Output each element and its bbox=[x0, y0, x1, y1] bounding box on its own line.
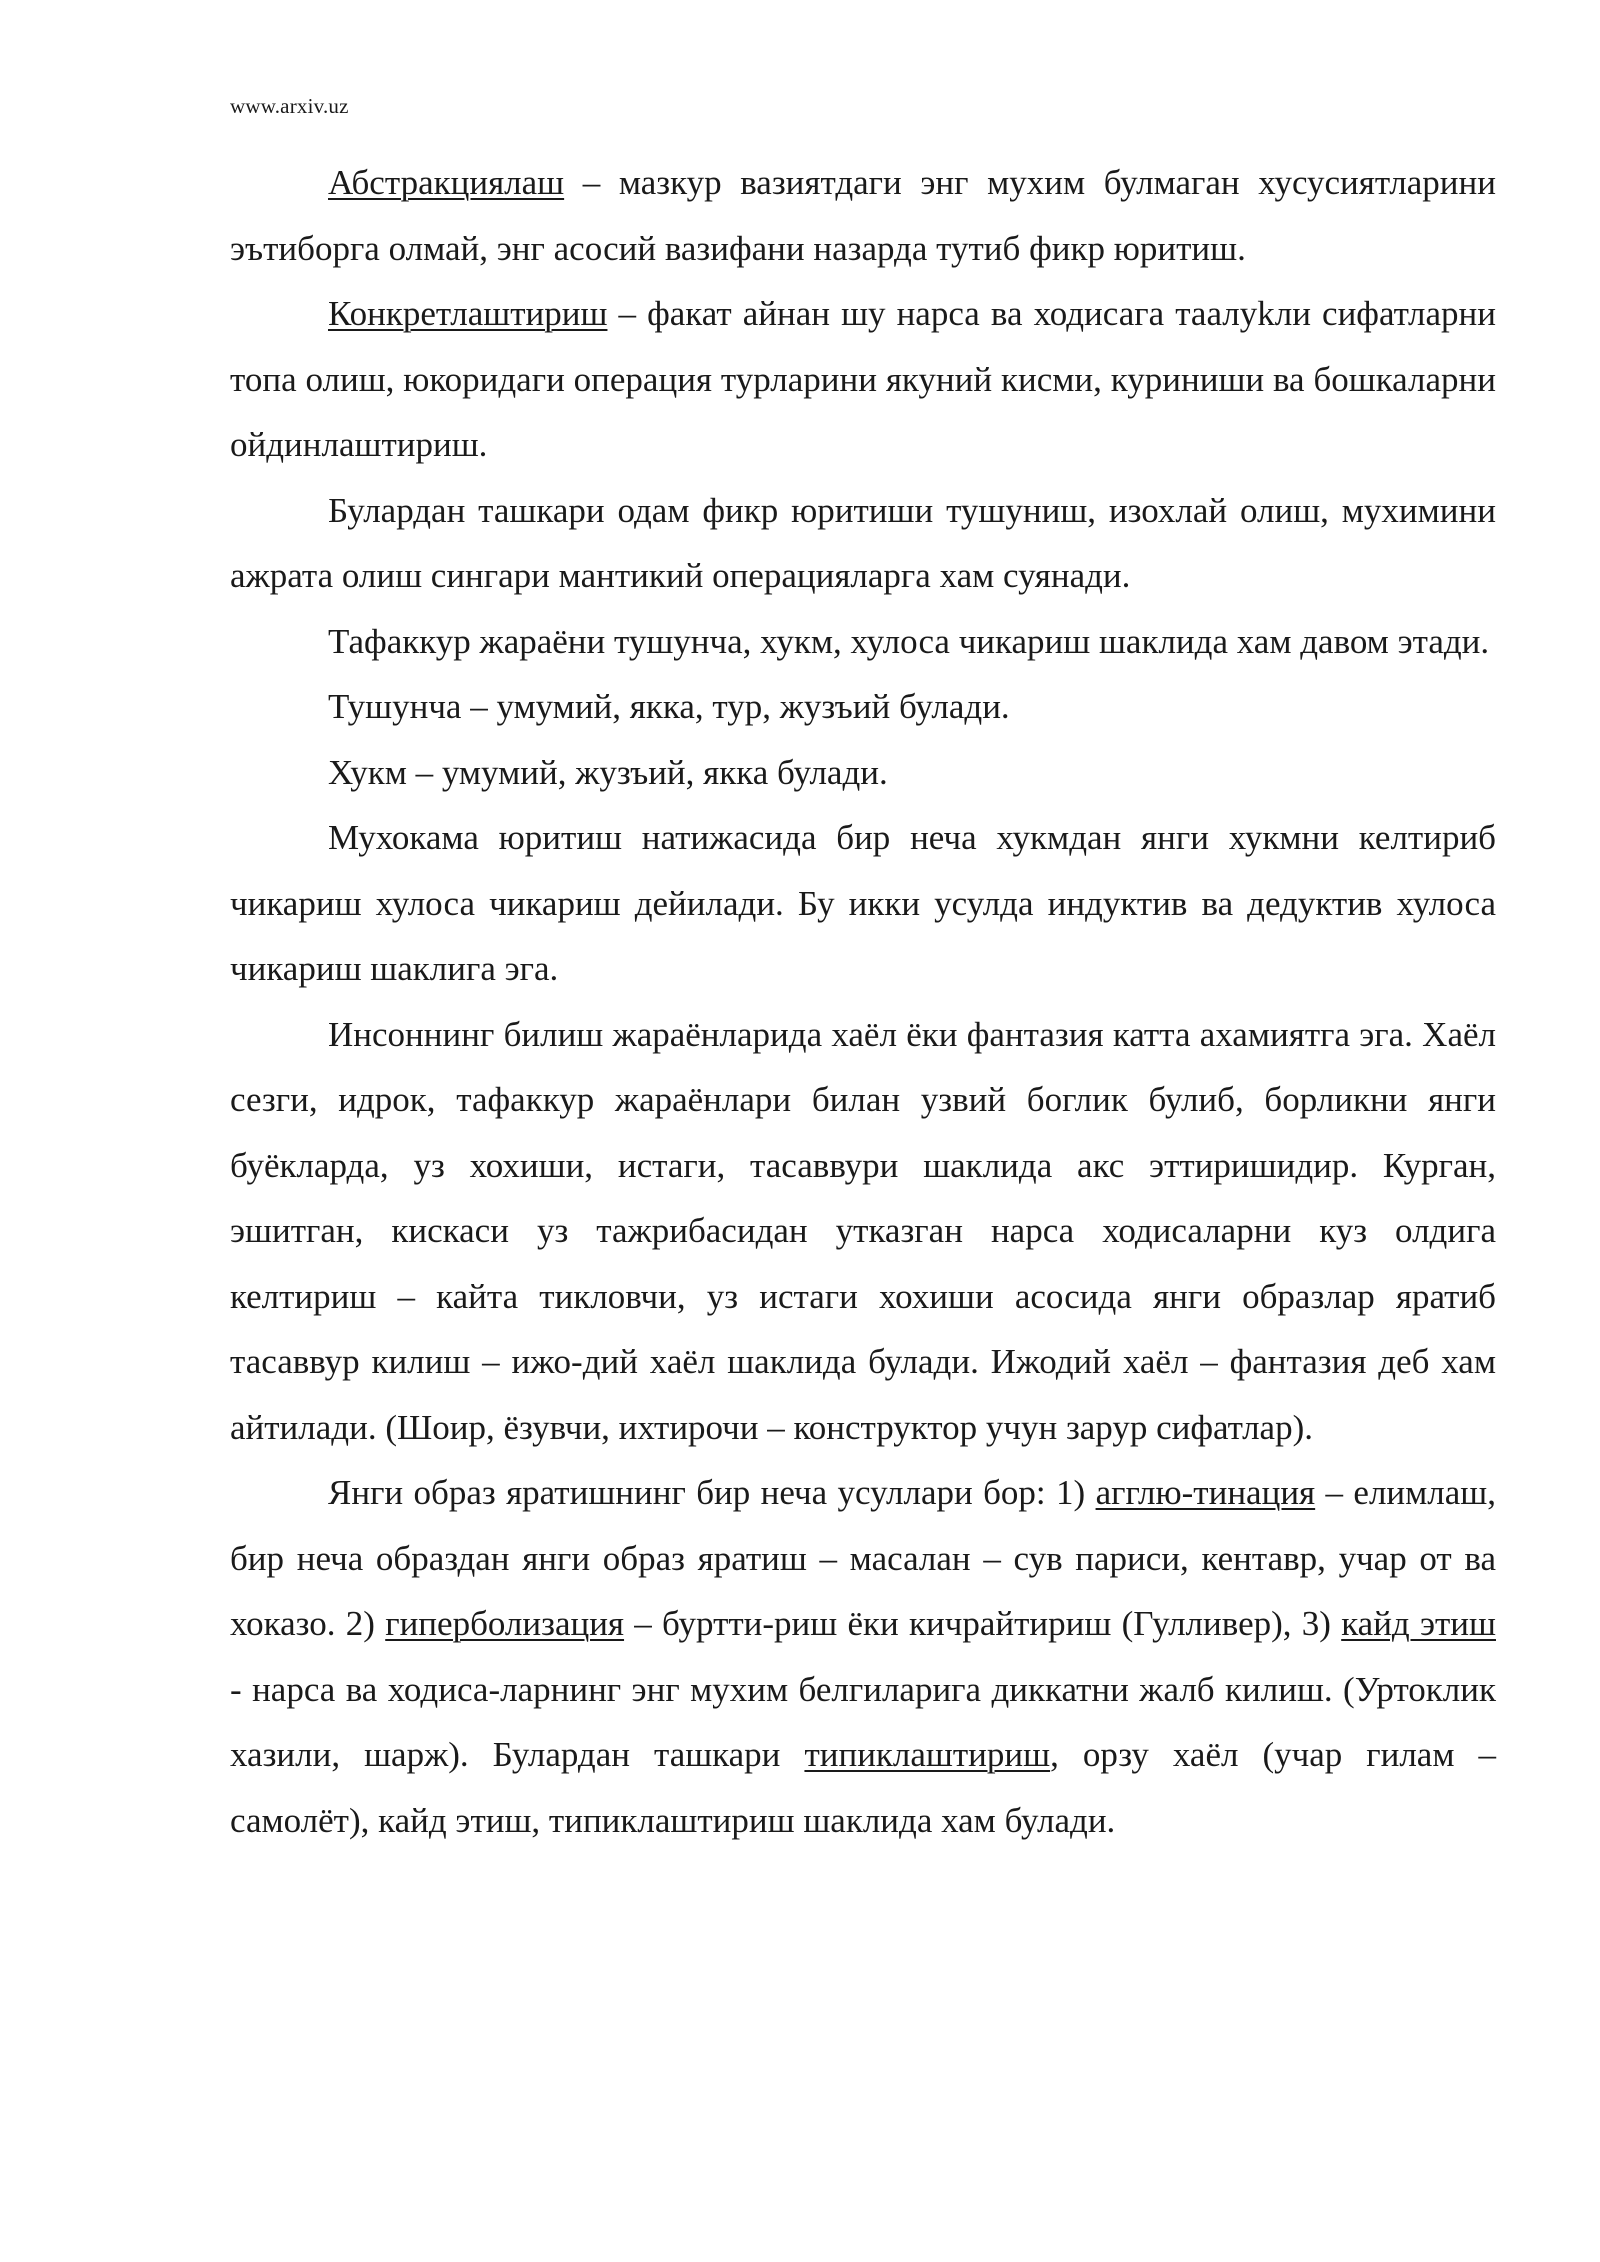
paragraph-logical-operations: Булардан ташкари одам фикр юритиши тушуниш, изохлай олиш, мухимини ажрата олиш сингари мантикий операцияларга хам суянади. bbox=[230, 490, 1496, 595]
paragraph-imagination: Инсоннинг билиш жараёнларида хаёл ёки фантазия катта ахамиятга эга. Хаёл сезги, идрок, тафаккур жараёнлари билан узвий боглик булиб, борликни янги буёкларда, уз хохиши, истаги, тасаввури шаклида акс эттиришидир. Курган, эшитган, кискаси уз тажрибасидан утказган нарса ходисаларни куз олдига келтириш – кайта тикловчи, уз истаги хохиши асосида янги образлар яратиб тасаввур килиш – ижо-дий хаёл шаклида булади. Ижодий хаёл – фантазия деб хам айтилади. (Шоир, ёзувчи, ихтирочи – конструктор учун зарур сифатлар). bbox=[230, 1014, 1496, 1447]
image-methods-part-1: Янги образ яратишнинг бир неча усуллари бор: 1) bbox=[328, 1473, 1096, 1512]
term-typification: типиклаштириш bbox=[804, 1735, 1051, 1774]
paragraph-thinking-forms: Тафаккур жараёни тушунча, хукм, хулоса чикариш шаклида хам давом этади. bbox=[328, 621, 1490, 661]
paragraph-abstraction-text: – мазкур вазиятдаги энг мухим булмаган хусусиятларини эътиборга олмай, энг асосий вазифани назарда тутиб фикр юритиш. bbox=[230, 163, 1496, 268]
image-methods-part-4: - нарса ва ходиса-ларнинг энг мухим белгиларига диккатни жалб килиш. (Уртоклик хазили, шарж). Булардан ташкари bbox=[230, 1669, 1496, 1774]
term-agglutination: агглю-тинация bbox=[1095, 1473, 1316, 1512]
body-text bbox=[230, 150, 1496, 1853]
image-methods-part-5: , орзу хаёл (учар гилам – самолёт), кайд этиш, типиклаштириш шаклида хам булади. bbox=[230, 1735, 1496, 1840]
paragraph-abstraction bbox=[230, 150, 1496, 281]
image-methods-part-2: – елимлаш, бир неча образдан янги образ яратиш – масалан – сув париси, кентавр, учар от ва хоказо. 2) bbox=[230, 1473, 1496, 1643]
term-emphasis: кайд этиш bbox=[1341, 1604, 1496, 1643]
paragraph-image-methods bbox=[230, 1460, 1496, 1853]
paragraph-concretization bbox=[230, 281, 1496, 478]
paragraph-inference: Мухокама юритиш натижасида бир неча хукмдан янги хукмни келтириб чикариш хулоса чикариш дейилади. Бу икки усулда индуктив ва дедуктив хулоса чикариш шаклига эга. bbox=[230, 818, 1496, 988]
image-methods-part-3: – буртти-риш ёки кичрайтириш (Гулливер), 3) bbox=[624, 1604, 1342, 1643]
paragraph-concretization-text: – факат айнан шу нарса ва ходисага таалуkли сифатларни топа олиш, юкоридаги операция турларини якуний кисми, куриниши ва бошкаларни ойдинлаштириш. bbox=[230, 294, 1496, 464]
paragraph-concept: Тушунча – умумий, якка, тур, жузъий булади. bbox=[328, 687, 1010, 726]
term-concretization: Конкретлаштириш bbox=[328, 294, 608, 333]
term-abstraction: Абстракциялаш bbox=[328, 163, 565, 202]
paragraph-judgment: Хукм – умумий, жузъий, якка булади. bbox=[328, 752, 888, 792]
term-hyperbolization: гиперболизация bbox=[385, 1604, 625, 1643]
header-site-url: www.arxiv.uz bbox=[230, 94, 349, 118]
